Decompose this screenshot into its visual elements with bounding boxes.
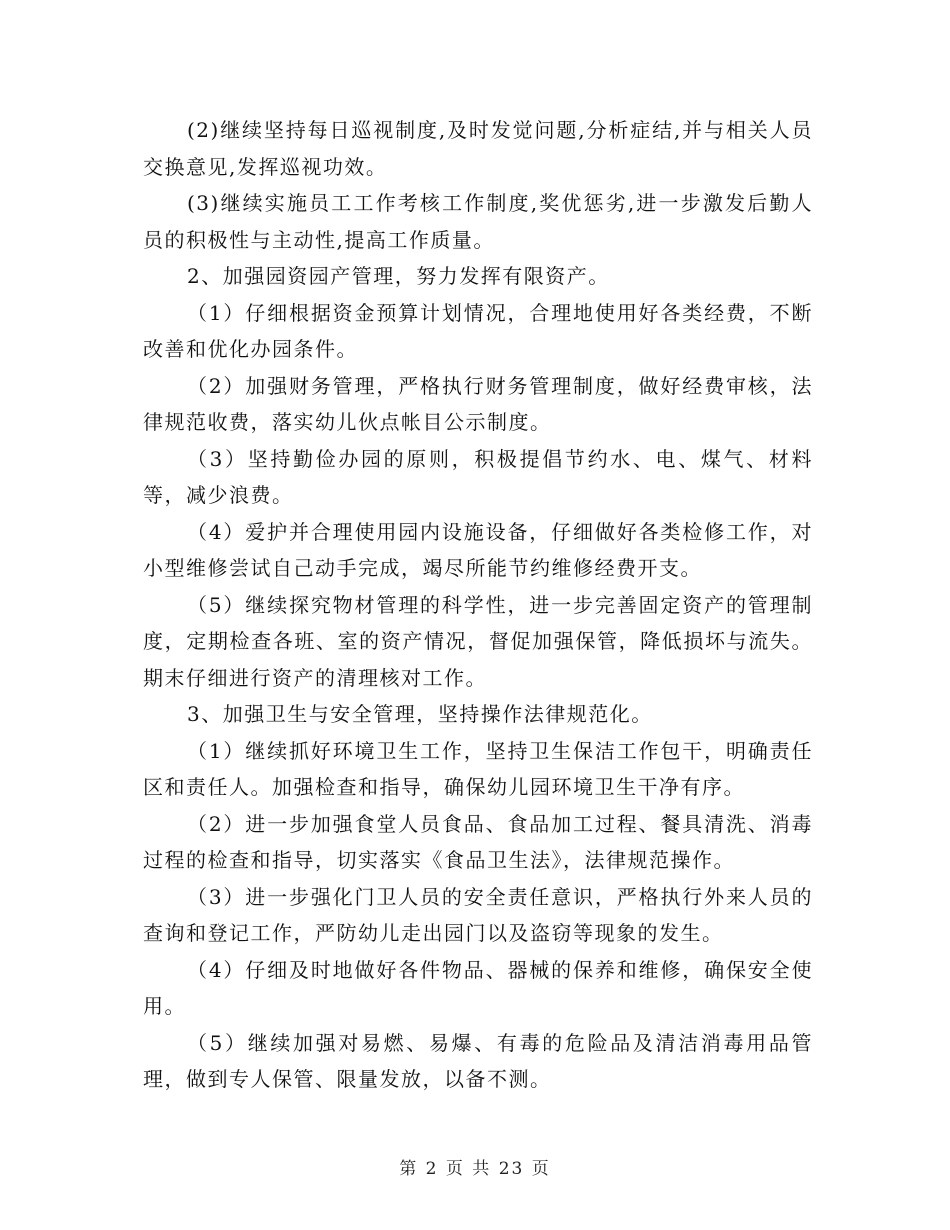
paragraph-8: （5）继续探究物材管理的科学性，进一步完善固定资产的管理制度，定期检查各班、室的资产情况，督促加强保管，降低损坏与流失。期末仔细进行资产的清理核对工作。 xyxy=(143,592,813,690)
paragraph-1: (2)继续坚持每日巡视制度,及时发觉问题,分析症结,并与相关人员交换意见,发挥巡视功效。 xyxy=(143,118,813,179)
paragraph-4: （1）仔细根据资金预算计划情况，合理地使用好各类经费，不断改善和优化办园条件。 xyxy=(143,300,813,361)
paragraph-6: （3）坚持勤俭办园的原则，积极提倡节约水、电、煤气、材料等，减少浪费。 xyxy=(143,446,813,507)
paragraph-10: （1）继续抓好环境卫生工作，坚持卫生保洁工作包干，明确责任区和责任人。加强检查和指导，确保幼儿园环境卫生干净有序。 xyxy=(143,738,813,799)
paragraph-13: （4）仔细及时地做好各件物品、器械的保养和维修，确保安全使用。 xyxy=(143,957,813,1018)
paragraph-14: （5）继续加强对易燃、易爆、有毒的危险品及清洁消毒用品管理，做到专人保管、限量发放，以备不测。 xyxy=(143,1030,813,1091)
section-heading-2: 2、加强园资园产管理，努力发挥有限资产。 xyxy=(187,264,610,288)
section-heading-3: 3、加强卫生与安全管理，坚持操作法律规范化。 xyxy=(187,702,653,726)
paragraph-11: （2）进一步加强食堂人员食品、食品加工过程、餐具清洗、消毒过程的检查和指导，切实落实《食品卫生法》，法律规范操作。 xyxy=(143,811,813,872)
page-number-footer: 第 2 页 共 23 页 xyxy=(399,1159,551,1179)
paragraph-12: （3）进一步强化门卫人员的安全责任意识，严格执行外来人员的查询和登记工作，严防幼儿走出园门以及盗窃等现象的发生。 xyxy=(143,884,813,945)
paragraph-7: （4）爱护并合理使用园内设施设备，仔细做好各类检修工作，对小型维修尝试自己动手完成，竭尽所能节约维修经费开支。 xyxy=(143,519,813,580)
document-body xyxy=(143,112,813,1098)
paragraph-5: （2）加强财务管理，严格执行财务管理制度，做好经费审核，法律规范收费，落实幼儿伙点帐目公示制度。 xyxy=(143,373,813,434)
paragraph-2: (3)继续实施员工工作考核工作制度,奖优惩劣,进一步激发后勤人员的积极性与主动性,提高工作质量。 xyxy=(143,191,813,252)
